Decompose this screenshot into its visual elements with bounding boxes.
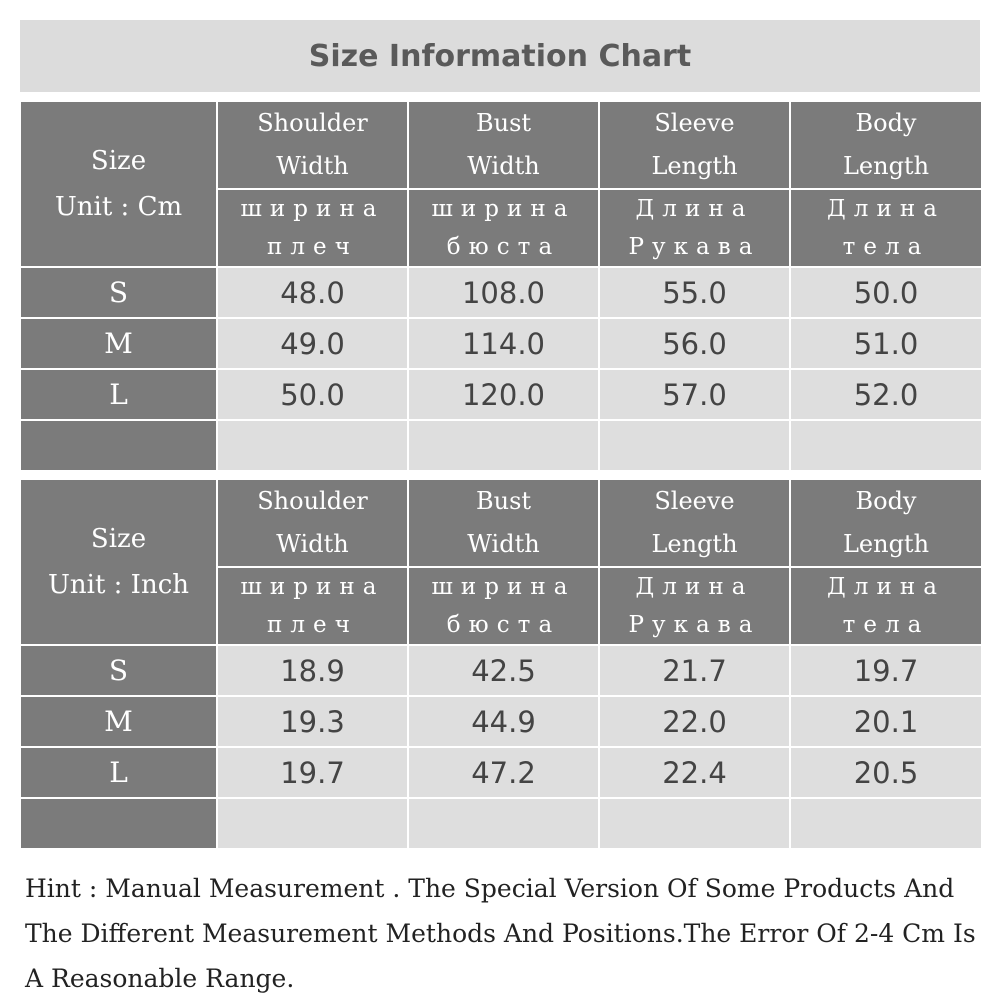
value-cell: 51.0 <box>790 318 982 369</box>
column-header-ru-bust <box>408 189 599 267</box>
header-ru-line1: Длина <box>827 196 945 222</box>
value-cell: 21.7 <box>599 645 790 696</box>
value-cell: 19.7 <box>790 645 982 696</box>
value-cell: 19.3 <box>217 696 408 747</box>
header-ru-line1: ширина <box>240 574 385 600</box>
empty-cell <box>408 420 599 471</box>
chart-title: Size Information Chart <box>20 20 980 92</box>
empty-row <box>20 798 982 849</box>
column-header-body <box>790 101 982 189</box>
size-cell: M <box>20 696 217 747</box>
empty-row <box>20 420 982 471</box>
size-cell: L <box>20 747 217 798</box>
column-header-bust <box>408 101 599 189</box>
empty-cell <box>408 798 599 849</box>
value-cell: 48.0 <box>217 267 408 318</box>
header-ru-line1: ширина <box>431 196 576 222</box>
header-en-line1: Bust <box>475 109 532 137</box>
column-header-ru-bust <box>408 567 599 645</box>
table-row <box>20 747 982 798</box>
size-unit-header <box>20 101 217 267</box>
column-header-ru-sleeve <box>599 189 790 267</box>
empty-cell <box>790 798 982 849</box>
empty-cell <box>790 420 982 471</box>
value-cell: 55.0 <box>599 267 790 318</box>
empty-cell <box>20 420 217 471</box>
size-cell: S <box>20 267 217 318</box>
empty-cell <box>599 420 790 471</box>
table-row <box>20 267 982 318</box>
value-cell: 18.9 <box>217 645 408 696</box>
column-header-ru-body <box>790 567 982 645</box>
empty-cell <box>217 798 408 849</box>
header-ru-line2: бюста <box>446 612 561 638</box>
value-cell: 19.7 <box>217 747 408 798</box>
header-ru-line1: ширина <box>431 574 576 600</box>
header-en-line2: Width <box>467 152 540 180</box>
value-cell: 49.0 <box>217 318 408 369</box>
header-en-line1: Sleeve <box>654 109 735 137</box>
value-cell: 22.0 <box>599 696 790 747</box>
header-en-line1: Bust <box>475 487 532 515</box>
value-cell: 42.5 <box>408 645 599 696</box>
size-table-inch <box>19 478 983 850</box>
header-en-line2: Length <box>651 152 738 180</box>
header-ru-line1: Длина <box>635 574 754 600</box>
value-cell: 50.0 <box>217 369 408 420</box>
header-en-line2: Width <box>467 530 540 558</box>
column-header-sleeve <box>599 479 790 567</box>
header-en-line2: Width <box>276 530 349 558</box>
column-header-shoulder <box>217 479 408 567</box>
size-cell: S <box>20 645 217 696</box>
value-cell: 44.9 <box>408 696 599 747</box>
header-en-line2: Length <box>842 152 930 180</box>
header-en-line2: Width <box>276 152 349 180</box>
value-cell: 20.1 <box>790 696 982 747</box>
header-ru-line2: Рукава <box>628 612 761 638</box>
column-header-ru-body <box>790 189 982 267</box>
header-en-line2: Length <box>842 530 930 558</box>
value-cell: 108.0 <box>408 267 599 318</box>
value-cell: 20.5 <box>790 747 982 798</box>
header-ru-line2: плеч <box>267 612 358 638</box>
header-en-line1: Body <box>855 109 917 137</box>
header-ru-line2: бюста <box>446 234 561 260</box>
value-cell: 47.2 <box>408 747 599 798</box>
column-header-body <box>790 479 982 567</box>
header-en-line1: Shoulder <box>257 109 368 137</box>
header-ru-line2: тела <box>842 234 930 260</box>
column-header-ru-shoulder <box>217 189 408 267</box>
size-table-cm <box>19 100 983 472</box>
empty-cell <box>217 420 408 471</box>
header-ru-line2: тела <box>842 612 930 638</box>
size-label: Size <box>90 146 147 176</box>
header-ru-line1: ширина <box>240 196 385 222</box>
empty-cell <box>599 798 790 849</box>
unit-label: Unit : Cm <box>54 192 183 222</box>
header-en-line1: Body <box>855 487 917 515</box>
value-cell: 52.0 <box>790 369 982 420</box>
size-cell: L <box>20 369 217 420</box>
size-label: Size <box>90 524 147 554</box>
header-en-line1: Sleeve <box>654 487 735 515</box>
header-ru-line2: плеч <box>267 234 358 260</box>
value-cell: 57.0 <box>599 369 790 420</box>
table-row <box>20 696 982 747</box>
measurement-hint: Hint : Manual Measurement . The Special Version Of Some Products And The Different Measurement Methods And Positions.The Error Of 2-4 Cm Is A Reasonable Range. <box>25 874 976 993</box>
value-cell: 114.0 <box>408 318 599 369</box>
header-en-line2: Length <box>651 530 738 558</box>
value-cell: 22.4 <box>599 747 790 798</box>
table-row <box>20 318 982 369</box>
header-ru-line2: Рукава <box>628 234 761 260</box>
size-unit-header <box>20 479 217 645</box>
unit-label: Unit : Inch <box>47 570 190 600</box>
header-ru-line1: Длина <box>827 574 945 600</box>
column-header-bust <box>408 479 599 567</box>
table-row <box>20 645 982 696</box>
column-header-shoulder <box>217 101 408 189</box>
header-ru-line1: Длина <box>635 196 754 222</box>
value-cell: 120.0 <box>408 369 599 420</box>
header-en-line1: Shoulder <box>257 487 368 515</box>
size-cell: M <box>20 318 217 369</box>
empty-cell <box>20 798 217 849</box>
column-header-ru-shoulder <box>217 567 408 645</box>
value-cell: 56.0 <box>599 318 790 369</box>
column-header-sleeve <box>599 101 790 189</box>
column-header-ru-sleeve <box>599 567 790 645</box>
table-row <box>20 369 982 420</box>
value-cell: 50.0 <box>790 267 982 318</box>
